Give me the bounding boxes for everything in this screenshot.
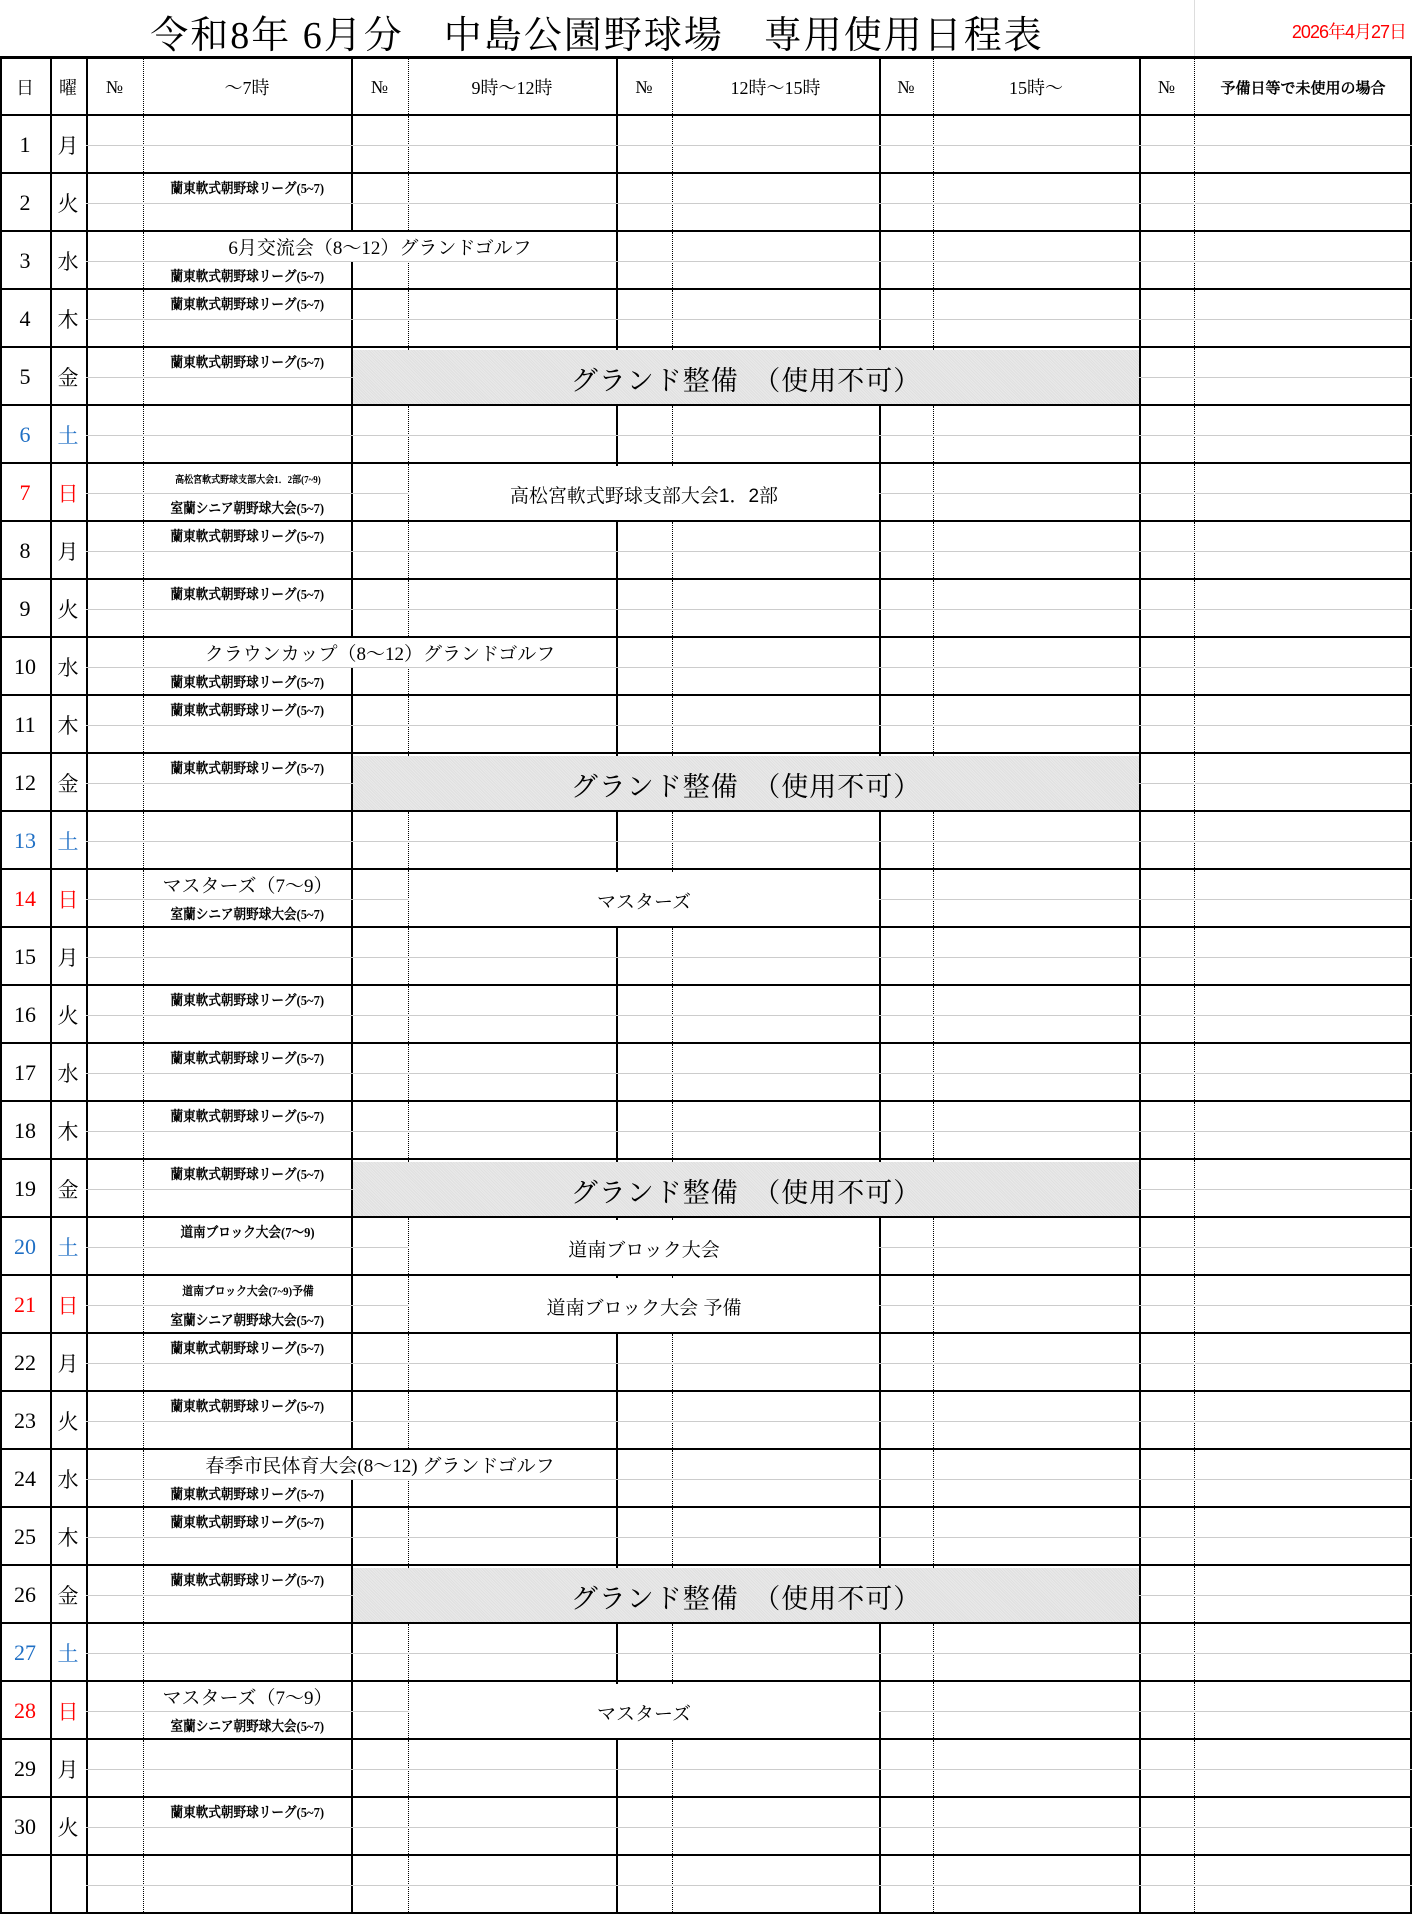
table-row <box>0 1160 1412 1218</box>
early-slot-event[interactable] <box>144 494 351 522</box>
row-border <box>0 752 1412 754</box>
event-label: 室蘭シニア朝野球大会(5~7) <box>170 1314 325 1329</box>
weekday-label: 月 <box>57 946 79 970</box>
event-label: 蘭東軟式朝野球リーグ(5~7) <box>170 676 325 691</box>
row-border <box>0 1448 1412 1450</box>
row-midline <box>86 1015 1412 1016</box>
wide-event[interactable]: 6月交流会（8～12）グランドゴルフ <box>144 232 616 261</box>
table-row <box>0 1218 1412 1276</box>
weekday-label: 水 <box>57 1062 79 1086</box>
early-slot-event[interactable] <box>144 1306 351 1334</box>
row-border <box>0 404 1412 406</box>
day-number: 7 <box>19 480 31 505</box>
day-number: 13 <box>14 828 36 853</box>
weekday-label: 火 <box>57 1004 79 1028</box>
event-label: 蘭東軟式朝野球リーグ(5~7) <box>170 1400 325 1415</box>
event-label: 蘭東軟式朝野球リーグ(5~7) <box>170 1168 325 1183</box>
row-border <box>0 1390 1412 1392</box>
table-row <box>0 1682 1412 1740</box>
weekday-label: 土 <box>57 830 79 854</box>
row-border <box>0 1622 1412 1624</box>
row-border <box>0 1564 1412 1566</box>
table-row <box>0 1276 1412 1334</box>
day-number: 25 <box>14 1524 36 1549</box>
column-header: № <box>105 76 124 97</box>
day-number <box>0 1856 50 1914</box>
early-slot-event[interactable] <box>144 290 351 318</box>
merged-event[interactable]: マスターズ <box>409 872 879 928</box>
table-row <box>0 1508 1412 1566</box>
event-label: マスターズ（7～9） <box>162 875 333 897</box>
row-border <box>0 288 1412 290</box>
early-slot-event[interactable] <box>144 464 351 492</box>
early-slot-event[interactable] <box>144 1160 351 1188</box>
day-number: 22 <box>14 1350 36 1375</box>
day-number: 20 <box>14 1234 36 1259</box>
table-row <box>0 754 1412 812</box>
event-label: 蘭東軟式朝野球リーグ(5~7) <box>170 762 325 777</box>
row-midline <box>86 551 1412 552</box>
row-midline <box>86 1769 1412 1770</box>
early-slot-event[interactable] <box>144 580 351 608</box>
row-border <box>0 1158 1412 1160</box>
weekday-label: 火 <box>57 1816 79 1840</box>
event-label: 蘭東軟式朝野球リーグ(5~7) <box>170 298 325 313</box>
merged-event[interactable]: マスターズ <box>409 1684 879 1740</box>
row-border <box>0 1216 1412 1218</box>
day-number: 2 <box>19 190 31 215</box>
table-row <box>0 174 1412 232</box>
early-slot-event[interactable] <box>144 1480 351 1508</box>
day-number: 19 <box>14 1176 36 1201</box>
weekday-label: 金 <box>57 772 79 796</box>
merged-event[interactable]: 道南ブロック大会 予備 <box>409 1278 879 1334</box>
row-border <box>0 1506 1412 1508</box>
row-midline <box>86 957 1412 958</box>
maintenance-block: グランド整備 （使用不可） <box>353 1162 1139 1218</box>
day-number: 18 <box>14 1118 36 1143</box>
row-midline <box>86 609 1412 610</box>
table-row <box>0 986 1412 1044</box>
weekday-label: 月 <box>57 1758 79 1782</box>
event-label: 室蘭シニア朝野球大会(5~7) <box>170 502 325 517</box>
row-border <box>0 1274 1412 1276</box>
early-slot-event[interactable] <box>144 668 351 696</box>
row-midline <box>86 145 1412 146</box>
weekday-label: 火 <box>57 1410 79 1434</box>
early-slot-event[interactable] <box>144 754 351 782</box>
table-row <box>0 1566 1412 1624</box>
weekday-label: 月 <box>57 134 79 158</box>
event-label: 蘭東軟式朝野球リーグ(5~7) <box>170 1052 325 1067</box>
weekday-label: 水 <box>57 250 79 274</box>
weekday-label <box>50 1856 86 1914</box>
early-slot-event[interactable] <box>144 1566 351 1594</box>
weekday-label: 水 <box>57 656 79 680</box>
weekday-label: 土 <box>57 1236 79 1260</box>
row-border <box>0 578 1412 580</box>
table-row <box>0 1450 1412 1508</box>
column-header: 9時～12時 <box>471 78 553 98</box>
day-number: 4 <box>19 306 31 331</box>
column-header: № <box>1157 76 1176 97</box>
day-number: 24 <box>14 1466 36 1491</box>
event-label: 蘭東軟式朝野球リーグ(5~7) <box>170 1110 325 1125</box>
maintenance-block: グランド整備 （使用不可） <box>353 1568 1139 1624</box>
early-slot-event[interactable] <box>144 348 351 376</box>
day-number: 29 <box>14 1756 36 1781</box>
column-header: № <box>370 76 389 97</box>
event-label: 高松宮軟式野球支部大会1．2部(7~9) <box>174 474 321 486</box>
day-number: 21 <box>14 1292 36 1317</box>
event-label: 蘭東軟式朝野球リーグ(5~7) <box>170 1574 325 1589</box>
weekday-label: 木 <box>57 1120 79 1144</box>
event-label: 蘭東軟式朝野球リーグ(5~7) <box>170 1806 325 1821</box>
column-header: № <box>635 76 653 97</box>
column-header: 曜 <box>59 78 77 98</box>
column-header: 予備日等で未使用の場合 <box>1220 80 1386 97</box>
weekday-label: 火 <box>57 598 79 622</box>
weekday-label: 木 <box>57 1526 79 1550</box>
day-number: 3 <box>19 248 31 273</box>
title-divider <box>1194 0 1195 56</box>
column-header: 15時～ <box>1009 78 1063 98</box>
row-border <box>0 1680 1412 1682</box>
early-slot-event[interactable] <box>144 1218 351 1246</box>
event-label: 道南ブロック大会(7~9)予備 <box>181 1283 314 1298</box>
event-label: 蘭東軟式朝野球リーグ(5~7) <box>170 1516 325 1531</box>
row-midline <box>86 319 1412 320</box>
row-border <box>0 520 1412 522</box>
early-slot-event[interactable] <box>144 262 351 290</box>
event-label: 蘭東軟式朝野球リーグ(5~7) <box>170 588 325 603</box>
row-border <box>0 230 1412 232</box>
table-row <box>0 464 1412 522</box>
table-row <box>0 1856 1412 1914</box>
column-header: № <box>897 76 915 97</box>
day-number: 15 <box>14 944 36 969</box>
early-slot-event[interactable] <box>144 1508 351 1536</box>
row-border <box>0 810 1412 812</box>
early-slot-event[interactable] <box>144 1102 351 1130</box>
header-row <box>0 58 1412 116</box>
day-number: 27 <box>14 1640 36 1665</box>
table-row <box>0 1740 1412 1798</box>
weekday-label: 日 <box>57 1294 79 1318</box>
event-label: 室蘭シニア朝野球大会(5~7) <box>170 908 325 923</box>
day-number: 8 <box>19 538 31 563</box>
day-number: 23 <box>14 1408 36 1433</box>
merged-event[interactable]: 道南ブロック大会 <box>409 1220 879 1276</box>
row-border <box>0 1332 1412 1334</box>
table-row <box>0 1102 1412 1160</box>
event-label: 蘭東軟式朝野球リーグ(5~7) <box>170 530 325 545</box>
row-border <box>0 1100 1412 1102</box>
early-slot-event[interactable] <box>144 522 351 550</box>
early-slot-event[interactable] <box>144 1712 351 1740</box>
table-row <box>0 232 1412 290</box>
early-slot-event[interactable] <box>144 1798 351 1826</box>
row-midline <box>86 1363 1412 1364</box>
table-row <box>0 1624 1412 1682</box>
table-row <box>0 290 1412 348</box>
row-midline <box>86 1885 1412 1886</box>
row-midline <box>86 725 1412 726</box>
table-row <box>0 928 1412 986</box>
row-border <box>0 1854 1412 1856</box>
page-title: 令和8年 6月分 中島公園野球場 専用使用日程表 <box>150 15 1044 57</box>
column-header: 日 <box>16 78 34 98</box>
event-label: 蘭東軟式朝野球リーグ(5~7) <box>170 356 325 371</box>
early-slot-event[interactable] <box>144 1392 351 1420</box>
table-row <box>0 580 1412 638</box>
event-label: 蘭東軟式朝野球リーグ(5~7) <box>170 1342 325 1357</box>
table-row <box>0 1392 1412 1450</box>
weekday-label: 木 <box>57 714 79 738</box>
row-border <box>0 636 1412 638</box>
row-border <box>0 868 1412 870</box>
row-border <box>0 346 1412 348</box>
event-label: 室蘭シニア朝野球大会(5~7) <box>170 1720 325 1735</box>
early-slot-event[interactable] <box>144 900 351 928</box>
early-slot-event[interactable] <box>144 1334 351 1362</box>
row-midline <box>86 435 1412 436</box>
weekday-label: 水 <box>57 1468 79 1492</box>
row-border <box>0 1912 1412 1914</box>
row-midline <box>86 203 1412 204</box>
day-number: 14 <box>14 886 36 911</box>
table-row <box>0 406 1412 464</box>
day-number: 10 <box>14 654 36 679</box>
day-number: 16 <box>14 1002 36 1027</box>
table-row <box>0 812 1412 870</box>
weekday-label: 火 <box>57 192 79 216</box>
row-border <box>0 984 1412 986</box>
row-midline <box>86 1653 1412 1654</box>
day-number: 5 <box>19 364 31 389</box>
day-number: 17 <box>14 1060 36 1085</box>
weekday-label: 金 <box>57 366 79 390</box>
row-border <box>0 1796 1412 1798</box>
event-label: 蘭東軟式朝野球リーグ(5~7) <box>170 704 325 719</box>
event-label: 蘭東軟式朝野球リーグ(5~7) <box>170 182 325 197</box>
weekday-label: 日 <box>57 482 79 506</box>
early-slot-event[interactable] <box>144 696 351 724</box>
issue-date: 2026年4月27日 <box>1291 22 1406 42</box>
early-slot-event[interactable] <box>144 986 351 1014</box>
row-border <box>0 462 1412 464</box>
early-slot-event[interactable] <box>144 174 351 202</box>
weekday-label: 金 <box>57 1178 79 1202</box>
early-slot-event[interactable] <box>144 1044 351 1072</box>
day-number: 26 <box>14 1582 36 1607</box>
row-border <box>0 1042 1412 1044</box>
weekday-label: 日 <box>57 888 79 912</box>
table-row <box>0 1044 1412 1102</box>
row-border <box>0 926 1412 928</box>
day-number: 28 <box>14 1698 36 1723</box>
table-row <box>0 696 1412 754</box>
day-number: 6 <box>19 422 31 447</box>
row-midline <box>86 1537 1412 1538</box>
weekday-label: 月 <box>57 540 79 564</box>
day-number: 1 <box>19 132 31 157</box>
weekday-label: 日 <box>57 1700 79 1724</box>
event-label: 道南ブロック大会(7～9) <box>180 1226 315 1241</box>
row-midline <box>86 1827 1412 1828</box>
row-border <box>0 1738 1412 1740</box>
day-number: 12 <box>14 770 36 795</box>
early-slot-event[interactable] <box>144 1276 351 1304</box>
event-label: 蘭東軟式朝野球リーグ(5~7) <box>170 1488 325 1503</box>
row-midline <box>86 1073 1412 1074</box>
table-row <box>0 348 1412 406</box>
row-border <box>0 172 1412 174</box>
row-midline <box>86 841 1412 842</box>
day-number: 30 <box>14 1814 36 1839</box>
early-slot-event[interactable] <box>144 870 351 898</box>
row-midline <box>86 1131 1412 1132</box>
column-header: 12時～15時 <box>730 78 821 98</box>
weekday-label: 土 <box>57 1642 79 1666</box>
table-row <box>0 522 1412 580</box>
day-number: 9 <box>19 596 31 621</box>
maintenance-block: グランド整備 （使用不可） <box>353 350 1139 406</box>
early-slot-event[interactable] <box>144 1682 351 1710</box>
table-row <box>0 1798 1412 1856</box>
event-label: 蘭東軟式朝野球リーグ(5~7) <box>170 994 325 1009</box>
day-number: 11 <box>14 712 36 737</box>
maintenance-block: グランド整備 （使用不可） <box>353 756 1139 812</box>
event-label: 蘭東軟式朝野球リーグ(5~7) <box>170 270 325 285</box>
wide-event[interactable]: 春季市民体育大会(8～12) グランドゴルフ <box>144 1450 616 1479</box>
weekday-label: 金 <box>57 1584 79 1608</box>
column-header: ～7時 <box>224 78 270 98</box>
row-midline <box>86 1421 1412 1422</box>
wide-event[interactable]: クラウンカップ（8～12）グランドゴルフ <box>144 638 616 667</box>
table-row <box>0 116 1412 174</box>
table-row <box>0 638 1412 696</box>
row-border <box>0 694 1412 696</box>
weekday-label: 土 <box>57 424 79 448</box>
weekday-label: 月 <box>57 1352 79 1376</box>
merged-event[interactable]: 高松宮軟式野球支部大会1．2部 <box>409 466 879 522</box>
weekday-label: 木 <box>57 308 79 332</box>
event-label: マスターズ（7～9） <box>162 1687 333 1709</box>
table-row <box>0 1334 1412 1392</box>
title-row <box>0 0 1412 59</box>
table-row <box>0 870 1412 928</box>
